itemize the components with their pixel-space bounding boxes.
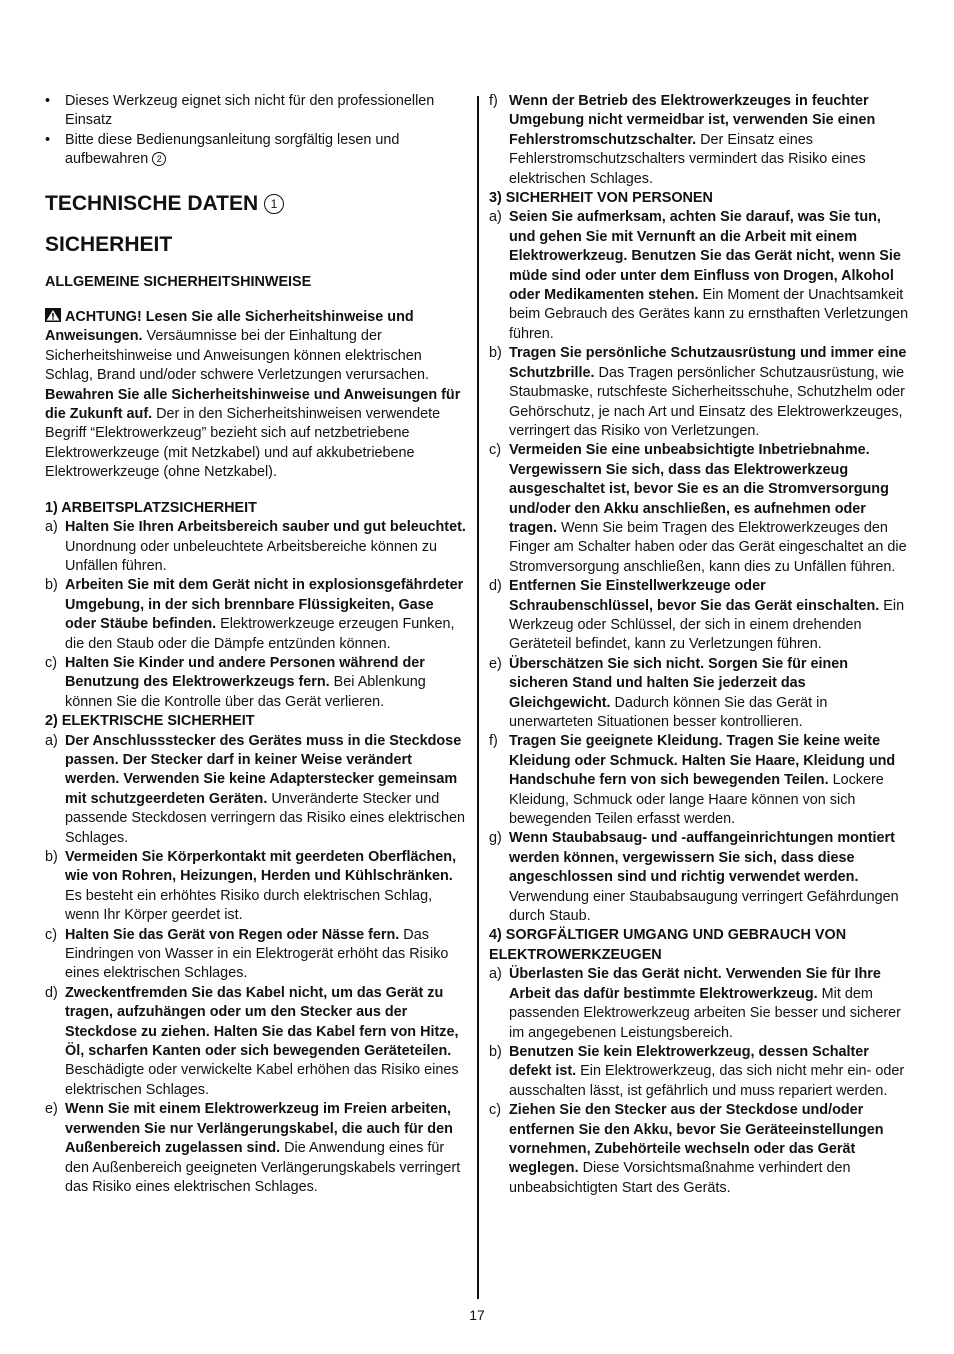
section-arbeitsplatz <box>45 518 467 712</box>
subheading-allgemein: ALLGEMEINE SICHERHEITSHINWEISE <box>45 273 312 290</box>
section-umgang <box>489 965 911 1198</box>
list-item: b) Tragen Sie persönliche Schutzausrüstung und immer eine Schutzbrille. Das Tragen persönlicher Schutzausrüstung, wie Staubmaske, rutschfeste Sicherheitsschuhe, Schutzhelm oder Gehörschutz, je nach Art und Einsatz des Elektrowerkzeuges, verringert das Risiko von Verletzungen. <box>489 345 907 439</box>
figure-ref-2: 2 <box>152 152 166 166</box>
list-item: c) Halten Sie das Gerät von Regen oder Nässe fern. Das Eindringen von Wasser in ein Elektrogerät erhöht das Risiko eines elektrischen Schlages. <box>45 926 449 982</box>
intro-bullet: • Bitte diese Bedienungsanleitung sorgfältig lesen und aufbewahren 2 <box>45 131 467 170</box>
intro-bullet: • Dieses Werkzeug eignet sich nicht für den professionellen Einsatz <box>45 92 467 131</box>
list-item: c) Vermeiden Sie eine unbeabsichtigte Inbetriebnahme. Vergewissern Sie sich, dass das Elektrowerkzeug ausgeschaltet ist, bevor Sie es an die Stromversorgung und/oder den Akku anschließen, es aufnehmen oder tragen. Wenn Sie beim Tragen des Elektrowerkzeuges den Finger am Schalter haben oder das Gerät eingeschaltet an die Stromversorgung anschließen, kann dies zu Unfällen führen. <box>489 442 907 575</box>
list-item: a) Halten Sie Ihren Arbeitsbereich sauber und gut beleuchtet. Unordnung oder unbeleuchtete Arbeitsbereiche können zu Unfällen führen. <box>45 519 466 574</box>
page-number: 17 <box>469 1307 485 1323</box>
list-item: c) Halten Sie Kinder und andere Personen während der Benutzung des Elektrowerkzeugs fern. Bei Ablenkung können Sie die Kontrolle über das Gerät verlieren. <box>45 654 426 710</box>
figure-ref-1: 1 <box>264 194 284 214</box>
right-column <box>489 92 911 1198</box>
list-item: c) Ziehen Sie den Stecker aus der Steckdose und/oder entfernen Sie den Akku, bevor Sie Geräteeinstellungen vornehmen, Zubehörteile wechseln oder das Gerät weglegen. Diese Vorsichtsmaßnahme verhindert den unbeabsichtigten Start des Geräts. <box>489 1102 884 1196</box>
left-column <box>45 92 467 1197</box>
section-title-arbeitsplatz: 1) ARBEITSPLATZSICHERHEIT <box>45 499 257 516</box>
list-item: e) Überschätzen Sie sich nicht. Sorgen Sie für einen sicheren Stand und halten Sie jederzeit das Gleichgewicht. Dadurch können Sie das Gerät in unerwarteten Situationen besser kontrollieren. <box>489 655 849 730</box>
warning-triangle-icon <box>45 308 61 322</box>
section-title-umgang: 4) SORGFÄLTIGER UMGANG UND GEBRAUCH VON ELEKTROWERKZEUGEN <box>489 927 847 963</box>
column-divider <box>477 96 479 1299</box>
list-item: a) Überlasten Sie das Gerät nicht. Verwenden Sie für Ihre Arbeit das dafür bestimmte Elektrowerkzeug. Mit dem passenden Elektrowerkzeug arbeiten Sie besser und sicherer im angegebenen Leistungsbereich. <box>489 966 901 1041</box>
list-item: d) Entfernen Sie Einstellwerkzeuge oder Schraubenschlüssel, bevor Sie das Gerät einschalten. Ein Werkzeug oder Schlüssel, der sich in einem drehenden Geräteteil befindet, kann zu Verletzungen führen. <box>489 578 905 653</box>
list-item: d) Zweckentfremden Sie das Kabel nicht, um das Gerät zu tragen, aufzuhängen oder um den Stecker aus der Steckdose zu ziehen. Halten Sie das Kabel fern von Hitze, Öl, scharfen Kanten oder sich bewegenden Geräteteilen. Beschädigte oder verwickelte Kabel erhöhen das Risiko eines elektrischen Schlages. <box>45 984 459 1098</box>
list-item: e) Wenn Sie mit einem Elektrowerkzeug im Freien arbeiten, verwenden Sie nur Verlängerungskabel, die auch für den Außenbereich zugelassen sind. Die Anwendung eines für den Außenbereich geeigneten Verlängerungskabels verringert das Risiko eines elektrischen Schlages. <box>45 1101 461 1195</box>
list-item: b) Arbeiten Sie mit dem Gerät nicht in explosionsgefährdeter Umgebung, in der sich brennbare Flüssigkeiten, Gase oder Stäube befinden. Elektrowerkzeuge erzeugen Funken, die den Staub oder die Dämpfe entzünden können. <box>45 577 464 652</box>
list-item: b) Vermeiden Sie Körperkontakt mit geerdeten Oberflächen, wie von Rohren, Heizungen, Herden und Kühlschränken. Es besteht ein erhöhtes Risiko durch elektrischen Schlag, wenn Ihr Körper geerdet ist. <box>45 849 457 924</box>
intro-bullet-list <box>45 92 467 170</box>
section-title-elektrisch: 2) ELEKTRISCHE SICHERHEIT <box>45 713 255 730</box>
list-item: b) Benutzen Sie kein Elektrowerkzeug, dessen Schalter defekt ist. Ein Elektrowerkzeug, das sich nicht mehr ein- oder ausschalten lässt, ist gefährlich und muss repariert werden. <box>489 1043 905 1099</box>
list-item: f) Wenn der Betrieb des Elektrowerkzeuges in feuchter Umgebung nicht vermeidbar ist, verwenden Sie einen Fehlerstromschutzschalter. Der Einsatz eines Fehlerstromschutzschalters vermindert das Risiko eines elektrischen Schlages. <box>489 93 876 187</box>
section-title-personen: 3) SICHERHEIT VON PERSONEN <box>489 190 713 207</box>
section-elektrisch <box>45 732 467 1198</box>
list-item: g) Wenn Staubabsaug- und -auffangeinrichtungen montiert werden können, vergewissern Sie sich, dass diese angeschlossen sind und richtig verwendet werden. Verwendung einer Staubabsaugung verringert Gefährdungen durch Staub. <box>489 830 899 925</box>
list-item: f) Tragen Sie geeignete Kleidung. Tragen Sie keine weite Kleidung oder Schmuck. Halten Sie Haare, Kleidung und Handschuhe fern von sich bewegenden Teilen. Lockere Kleidung, Schmuck oder lange Haare können von sich bewegenden Teilen erfasst werden. <box>489 733 896 828</box>
heading-sicherheit: SICHERHEIT <box>45 232 173 256</box>
section-personen <box>489 208 911 926</box>
heading-technische-daten: TECHNISCHE DATEN 1 <box>45 191 467 217</box>
warning-paragraph: ACHTUNG! Lesen Sie alle Sicherheitshinweise und Anweisungen. Versäumnisse bei der Einhaltung der Sicherheitshinweise und Anweisungen können elektrischen Schlag, Brand und/oder schwere Verletzungen verursachen. Bewahren Sie alle Sicherheitshinweise und Anweisungen für die Zukunft auf. Der in den Sicherheitshinweisen verwendete Begriff “Elektrowerkzeug” bezieht sich auf netzbetriebene Elektrowerkzeuge (mit Netzkabel) und auf akkubetriebene Elektrowerkzeuge (ohne Netzkabel). <box>45 309 461 481</box>
list-item: a) Der Anschlussstecker des Gerätes muss in die Steckdose passen. Der Stecker darf in keiner Weise verändert werden. Verwenden Sie keine Adapterstecker gemeinsam mit schutzgeerdeten Geräten. Unveränderte Stecker und passende Steckdosen verringern das Risiko eines elektrischen Schlages. <box>45 732 465 846</box>
list-item: a) Seien Sie aufmerksam, achten Sie darauf, was Sie tun, und gehen Sie mit Vernunft an die Arbeit mit einem Elektrowerkzeug. Benutzen Sie das Gerät nicht, wenn Sie müde sind oder unter dem Einfluss von Drogen, Alkohol oder Medikamenten stehen. Ein Moment der Unachtsamkeit beim Gebrauch des Gerätes kann zu ernsthaften Verletzungen führen. <box>489 209 909 342</box>
